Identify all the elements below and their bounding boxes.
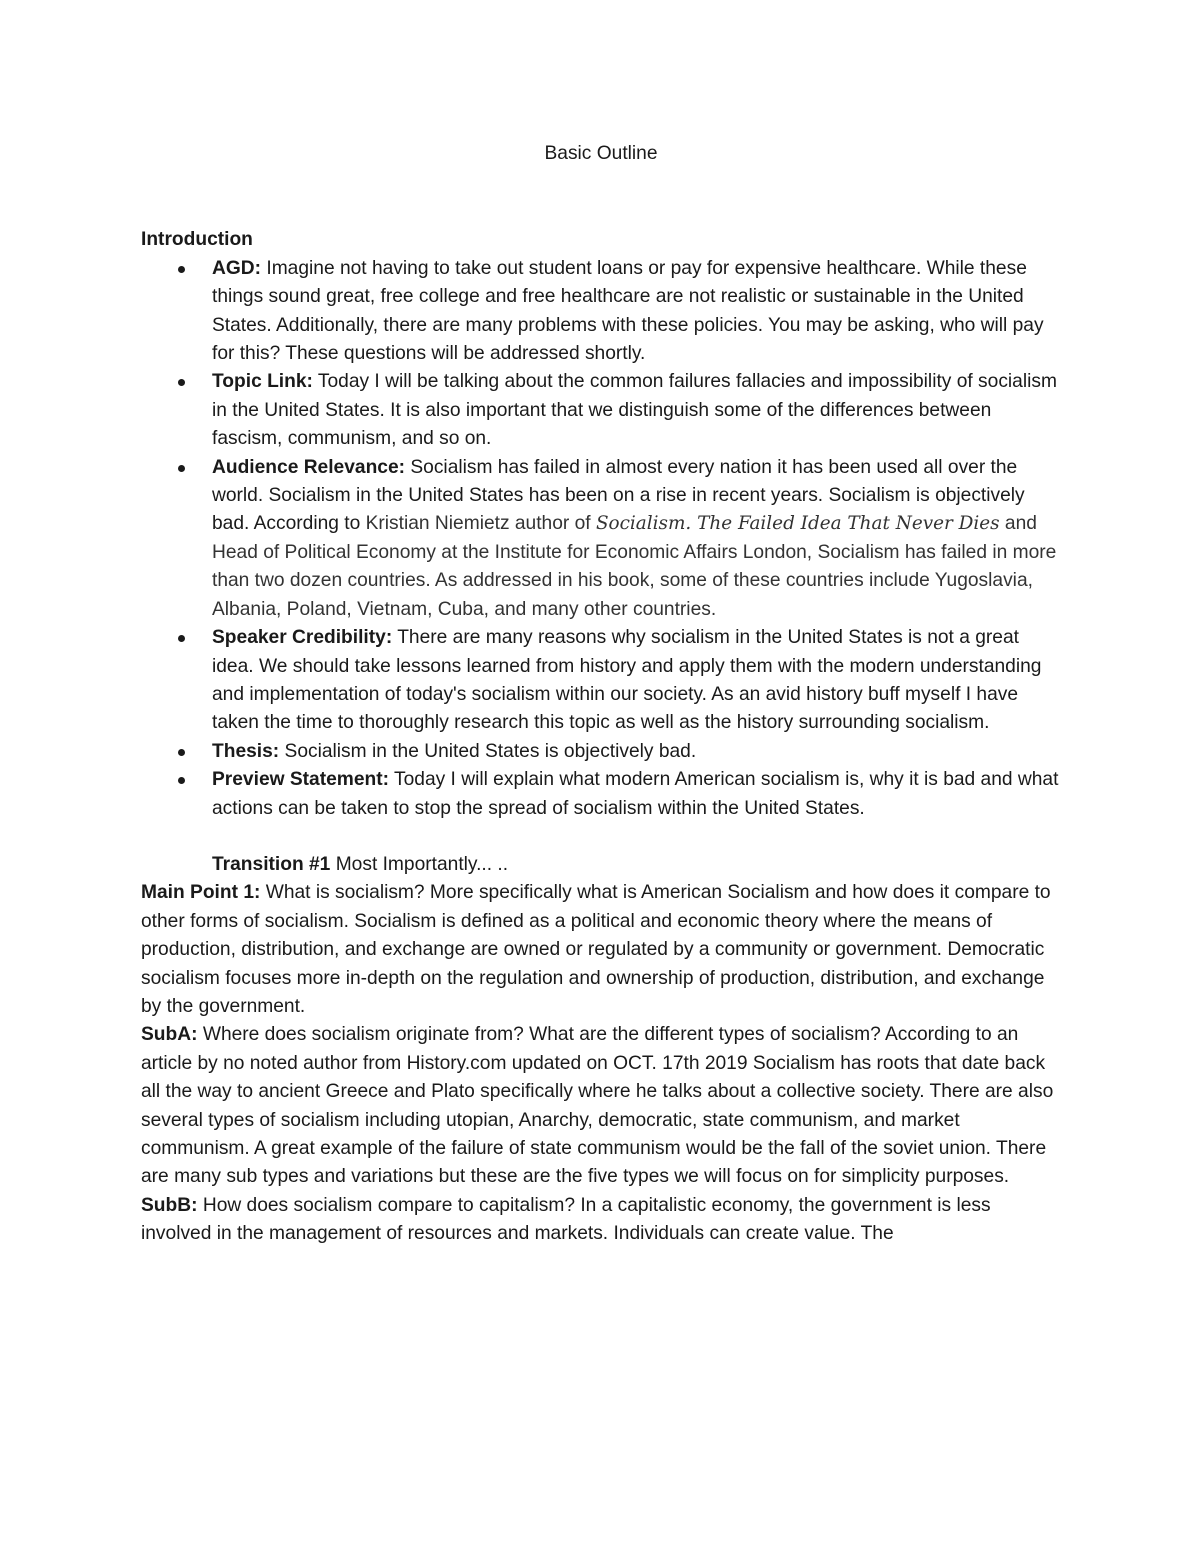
sub-point-a (141, 1021, 1061, 1191)
citation-details: and Head of Political Economy at the Institute for Economic Affairs London, Socialism has failed in more than two dozen countries. As addressed in his book, some of these countries include Yugoslavia, Albania, Poland, Vietnam, Cuba, and many other countries. (212, 513, 1057, 620)
transition-1-label: Transition #1 (212, 853, 331, 875)
main-point-1-text: What is socialism? More specifically what is American Socialism and how does it compare to other forms of socialism. Socialism is defined as a political and economic theory where the means of production, distribution, and exchange are owned or regulated by a community or government. Democratic socialism focuses more in-depth on the regulation and ownership of production, distribution, and exchange by the government. (141, 882, 1051, 1017)
main-point-1 (141, 879, 1061, 1021)
citation-book-title: Socialism. The Failed Idea That Never Dies (595, 513, 1000, 535)
citation-author: Kristian Niemietz author of (365, 513, 596, 535)
list-item-thesis (212, 738, 1061, 766)
bullet-dot-icon (178, 465, 185, 472)
sub-point-b-label: SubB: (141, 1194, 198, 1216)
sub-point-a-text: Where does socialism originate from? What are the different types of socialism? According to an article by no noted author from History.com updated on OCT. 17th 2019 Socialism has roots that date back all the way to ancient Greece and Plato specifically where he talks about a collective society. There are also several types of socialism including utopian, Anarchy, democratic, state communism, and market communism. A great example of the failure of state communism would be the fall of the soviet union. There are many sub types and variations but these are the five types we will focus on for simplicity purposes. (141, 1024, 1054, 1188)
thesis-label: Thesis: (212, 740, 280, 762)
thesis-text: Socialism in the United States is objectively bad. (279, 740, 697, 762)
bullet-dot-icon (178, 266, 185, 273)
topic-link-text: Today I will be talking about the common failures fallacies and impossibility of socialism in the United States. It is also important that we distinguish some of the differences between fascism, communism, and so on. (212, 371, 1057, 450)
list-item-topic-link (212, 368, 1061, 453)
document-body (141, 140, 1061, 1249)
list-item-preview-statement (212, 766, 1061, 823)
sub-point-b (141, 1192, 1061, 1249)
bullet-dot-icon (178, 635, 185, 642)
transition-1-text: Most Importantly... .. (330, 853, 509, 875)
bullet-dot-icon (178, 379, 185, 386)
list-item-speaker-credibility (212, 624, 1061, 738)
audience-relevance-text: Socialism has failed in almost every nation it has been used all over the world. Socialism in the United States has been on a rise in recent years. Socialism is objectively bad. According to (212, 456, 1025, 535)
transition-1 (212, 851, 1061, 879)
sub-point-a-label: SubA: (141, 1024, 198, 1046)
sub-point-b-text: How does socialism compare to capitalism? In a capitalistic economy, the government is less involved in the management of resources and markets. Individuals can create value. The (141, 1194, 991, 1245)
page-title: Basic Outline (544, 143, 658, 164)
introduction-heading: Introduction (141, 229, 253, 251)
preview-statement-label: Preview Statement: (212, 769, 390, 791)
preview-statement-text: Today I will explain what modern American socialism is, why it is bad and what actions can be taken to stop the spread of socialism within the United States. (212, 769, 1059, 819)
main-point-1-label: Main Point 1: (141, 882, 261, 904)
audience-relevance-label: Audience Relevance: (212, 456, 406, 478)
agd-text: Imagine not having to take out student loans or pay for expensive healthcare. While these things sound great, free college and free healthcare are not realistic or sustainable in the United States. Additionally, there are many problems with these policies. You may be asking, who will pay for this? These questions will be addressed shortly. (212, 257, 1044, 365)
bullet-dot-icon (178, 777, 185, 784)
topic-link-label: Topic Link: (212, 371, 313, 393)
bullet-dot-icon (178, 749, 185, 756)
list-item-audience-relevance (212, 454, 1061, 624)
speaker-credibility-label: Speaker Credibility: (212, 627, 393, 649)
list-item-agd (212, 255, 1061, 369)
speaker-credibility-text: There are many reasons why socialism in the United States is not a great idea. We should take lessons learned from history and apply them with the modern understanding and implementation of today's socialism within our society. As an avid history buff myself I have taken the time to thoroughly research this topic as well as the history surrounding socialism. (212, 627, 1042, 734)
agd-label: AGD: (212, 257, 262, 279)
introduction-list (141, 255, 1061, 823)
